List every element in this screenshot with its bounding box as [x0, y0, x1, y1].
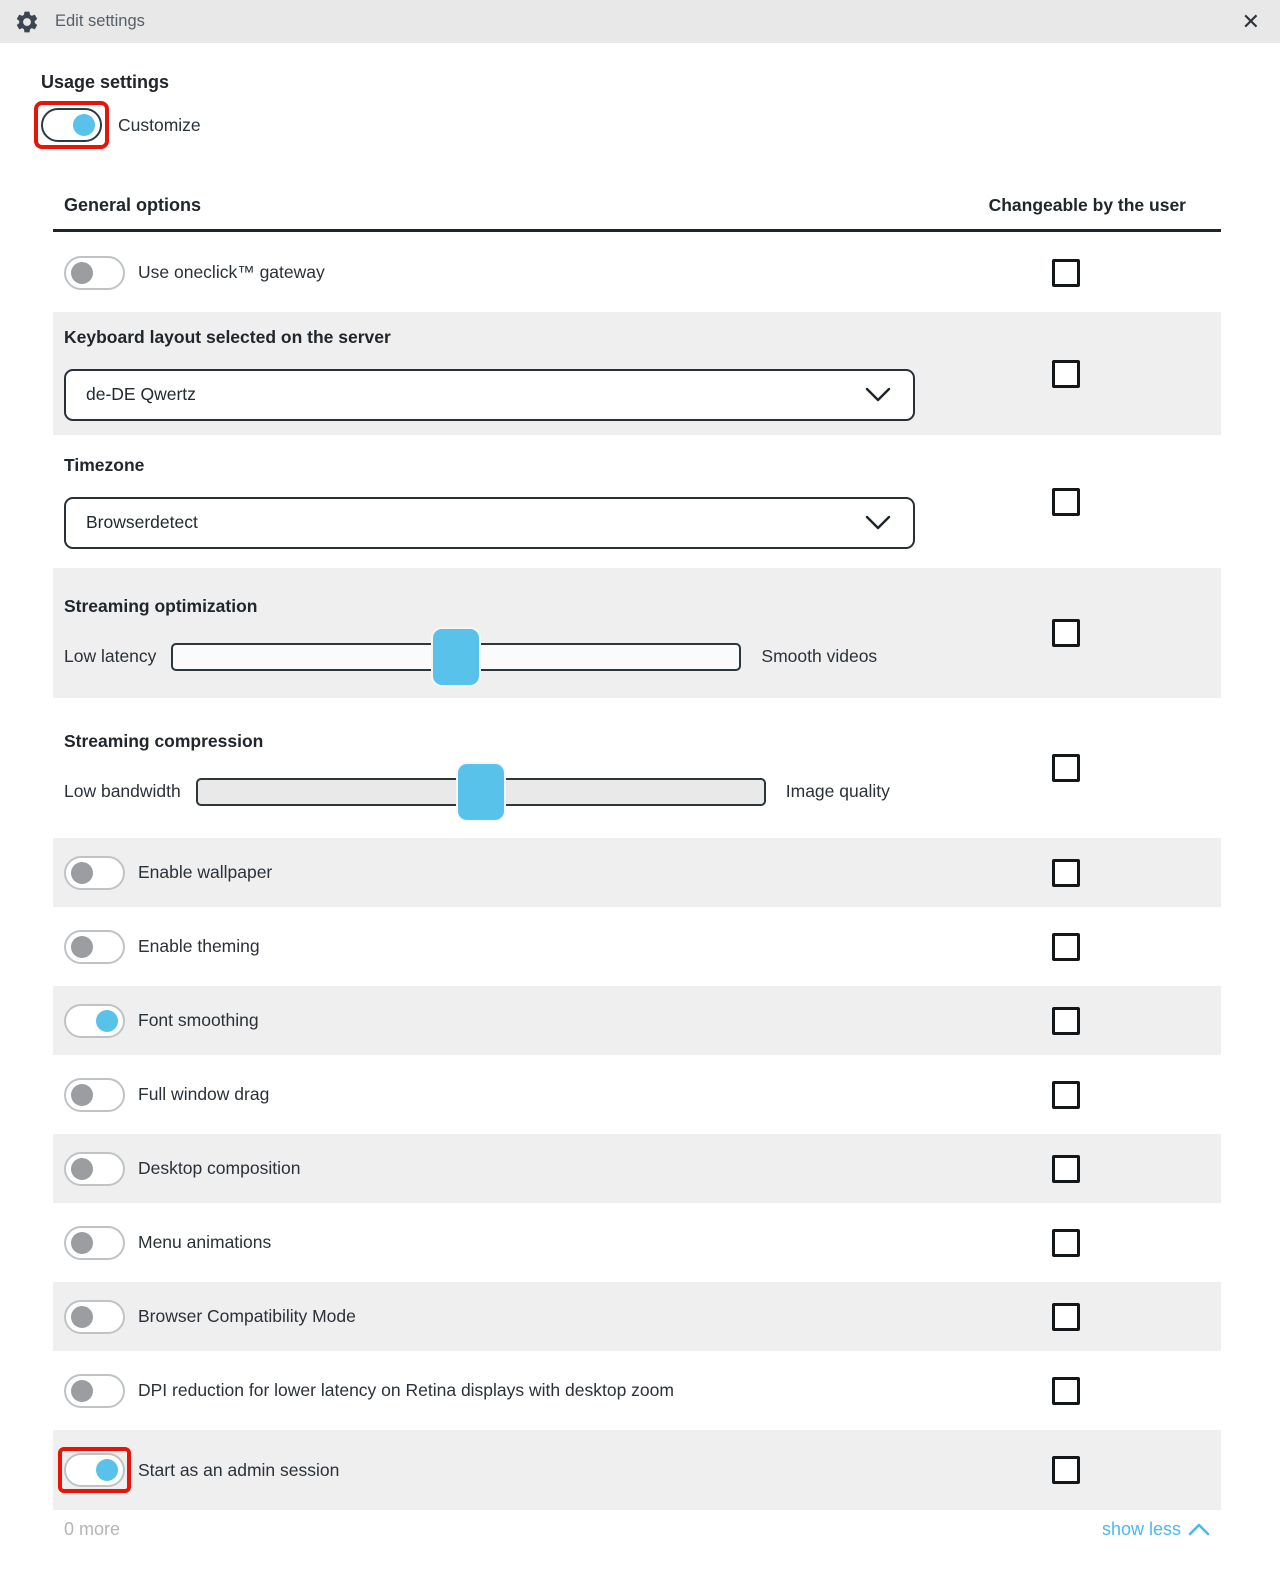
- slider-column: [64, 731, 1052, 806]
- toggle-wrap: [64, 1374, 125, 1408]
- option-row: [53, 568, 1221, 698]
- slider-handle[interactable]: [458, 764, 504, 820]
- slider-line: [64, 778, 1052, 806]
- chevron-down-icon: [864, 387, 892, 403]
- general-options-section: [53, 195, 1221, 1540]
- header-divider: [53, 229, 1221, 232]
- toggle-wrap: [64, 1226, 125, 1260]
- show-less-label: show less: [1101, 1519, 1181, 1539]
- option-row: [53, 912, 1221, 981]
- row-label: Browser Compatibility Mode: [138, 1306, 356, 1326]
- row-label: Font smoothing: [138, 1010, 259, 1030]
- dialog-title: Edit settings: [55, 12, 145, 30]
- row-label: Timezone: [64, 454, 145, 475]
- row-label: Enable wallpaper: [138, 862, 273, 882]
- gear-icon: [14, 9, 40, 35]
- option-row: [53, 1208, 1221, 1277]
- show-less-link[interactable]: [1102, 1519, 1210, 1540]
- options-rows: [53, 238, 1221, 1510]
- options-footer: [53, 1519, 1221, 1540]
- toggle-switch[interactable]: [64, 930, 125, 964]
- dialog-body: [0, 72, 1280, 1540]
- dropdown-select[interactable]: [64, 497, 915, 549]
- toggle-switch[interactable]: [64, 1226, 125, 1260]
- slider-left-label: Low latency: [64, 646, 157, 666]
- changeable-checkbox[interactable]: [1052, 1377, 1080, 1405]
- toggle-knob: [71, 1232, 93, 1254]
- toggle-switch[interactable]: [64, 1300, 125, 1334]
- row-label: Start as an admin session: [138, 1459, 340, 1480]
- changeable-checkbox[interactable]: [1052, 1456, 1080, 1484]
- select-value: Browserdetect: [86, 512, 198, 532]
- general-options-title: General options: [64, 195, 202, 215]
- toggle-switch[interactable]: [64, 1152, 125, 1186]
- changeable-checkbox[interactable]: [1052, 619, 1080, 647]
- slider-track[interactable]: [171, 643, 741, 671]
- toggle-knob: [71, 936, 93, 958]
- option-row: [53, 238, 1221, 307]
- row-label: Menu animations: [138, 1232, 272, 1252]
- row-label: Full window drag: [138, 1084, 270, 1104]
- toggle-knob: [96, 1010, 118, 1032]
- changeable-checkbox[interactable]: [1052, 1155, 1080, 1183]
- row-label: Keyboard layout selected on the server: [64, 326, 391, 347]
- toggle-knob: [71, 262, 93, 284]
- customize-toggle[interactable]: [41, 108, 102, 142]
- toggle-wrap: [64, 1152, 125, 1186]
- toggle-switch[interactable]: [64, 1004, 125, 1038]
- changeable-checkbox[interactable]: [1052, 933, 1080, 961]
- toggle-wrap: [64, 1078, 125, 1112]
- toggle-wrap: [58, 1447, 131, 1493]
- customize-label: Customize: [118, 114, 201, 135]
- toggle-knob: [71, 862, 93, 884]
- toggle-wrap: [64, 1300, 125, 1334]
- select-column: [64, 327, 1052, 421]
- close-icon[interactable]: ✕: [1241, 8, 1260, 34]
- row-label: DPI reduction for lower latency on Retina displays with desktop zoom: [138, 1380, 674, 1400]
- slider-track[interactable]: [196, 778, 766, 806]
- dropdown-select[interactable]: [64, 369, 915, 421]
- option-row: [53, 440, 1221, 563]
- slider-right-label: Smooth videos: [761, 646, 878, 666]
- row-label: Streaming compression: [64, 730, 264, 751]
- options-header: [53, 195, 1221, 216]
- toggle-switch[interactable]: [64, 1078, 125, 1112]
- slider-right-label: Image quality: [785, 781, 890, 801]
- toggle-switch[interactable]: [64, 1374, 125, 1408]
- toggle-knob: [71, 1158, 93, 1180]
- slider-column: [64, 596, 1052, 671]
- customize-highlight-box: [34, 101, 109, 149]
- option-row: [53, 312, 1221, 435]
- toggle-knob: [96, 1459, 118, 1481]
- changeable-checkbox[interactable]: [1052, 1007, 1080, 1035]
- option-row: [53, 1282, 1221, 1351]
- toggle-knob: [71, 1084, 93, 1106]
- row-label: Use oneclick™ gateway: [138, 262, 325, 282]
- option-row: [53, 1430, 1221, 1510]
- slider-left-label: Low bandwidth: [64, 781, 181, 801]
- option-row: [53, 1356, 1221, 1425]
- toggle-wrap: [64, 856, 125, 890]
- changeable-checkbox[interactable]: [1052, 859, 1080, 887]
- slider-line: [64, 643, 1052, 671]
- toggle-knob: [71, 1380, 93, 1402]
- changeable-checkbox[interactable]: [1052, 1229, 1080, 1257]
- dialog-titlebar: [0, 0, 1280, 43]
- changeable-checkbox[interactable]: [1052, 360, 1080, 388]
- option-row: [53, 703, 1221, 833]
- option-row: [53, 1134, 1221, 1203]
- toggle-wrap: [64, 256, 125, 290]
- chevron-down-icon: [864, 515, 892, 531]
- toggle-wrap: [64, 1004, 125, 1038]
- toggle-switch[interactable]: [64, 856, 125, 890]
- toggle-knob: [71, 1306, 93, 1328]
- changeable-checkbox[interactable]: [1052, 1303, 1080, 1331]
- select-value: de-DE Qwertz: [86, 384, 196, 404]
- option-row: [53, 838, 1221, 907]
- usage-settings-heading: Usage settings: [41, 72, 170, 92]
- option-row: [53, 986, 1221, 1055]
- option-row: [53, 1060, 1221, 1129]
- changeable-checkbox[interactable]: [1052, 1081, 1080, 1109]
- more-count-label: 0 more: [64, 1519, 121, 1539]
- toggle-switch[interactable]: [64, 1453, 125, 1487]
- row-label: Enable theming: [138, 936, 260, 956]
- toggle-wrap: [64, 930, 125, 964]
- slider-handle[interactable]: [433, 629, 479, 685]
- changeable-by-user-header: Changeable by the user: [988, 195, 1186, 215]
- toggle-knob: [73, 114, 95, 136]
- select-column: [64, 455, 1052, 549]
- changeable-checkbox[interactable]: [1052, 488, 1080, 516]
- toggle-switch[interactable]: [64, 256, 125, 290]
- chevron-up-icon: [1188, 1522, 1210, 1537]
- row-label: Streaming optimization: [64, 595, 258, 616]
- changeable-checkbox[interactable]: [1052, 754, 1080, 782]
- customize-row: [41, 102, 1221, 148]
- row-label: Desktop composition: [138, 1158, 301, 1178]
- changeable-checkbox[interactable]: [1052, 259, 1080, 287]
